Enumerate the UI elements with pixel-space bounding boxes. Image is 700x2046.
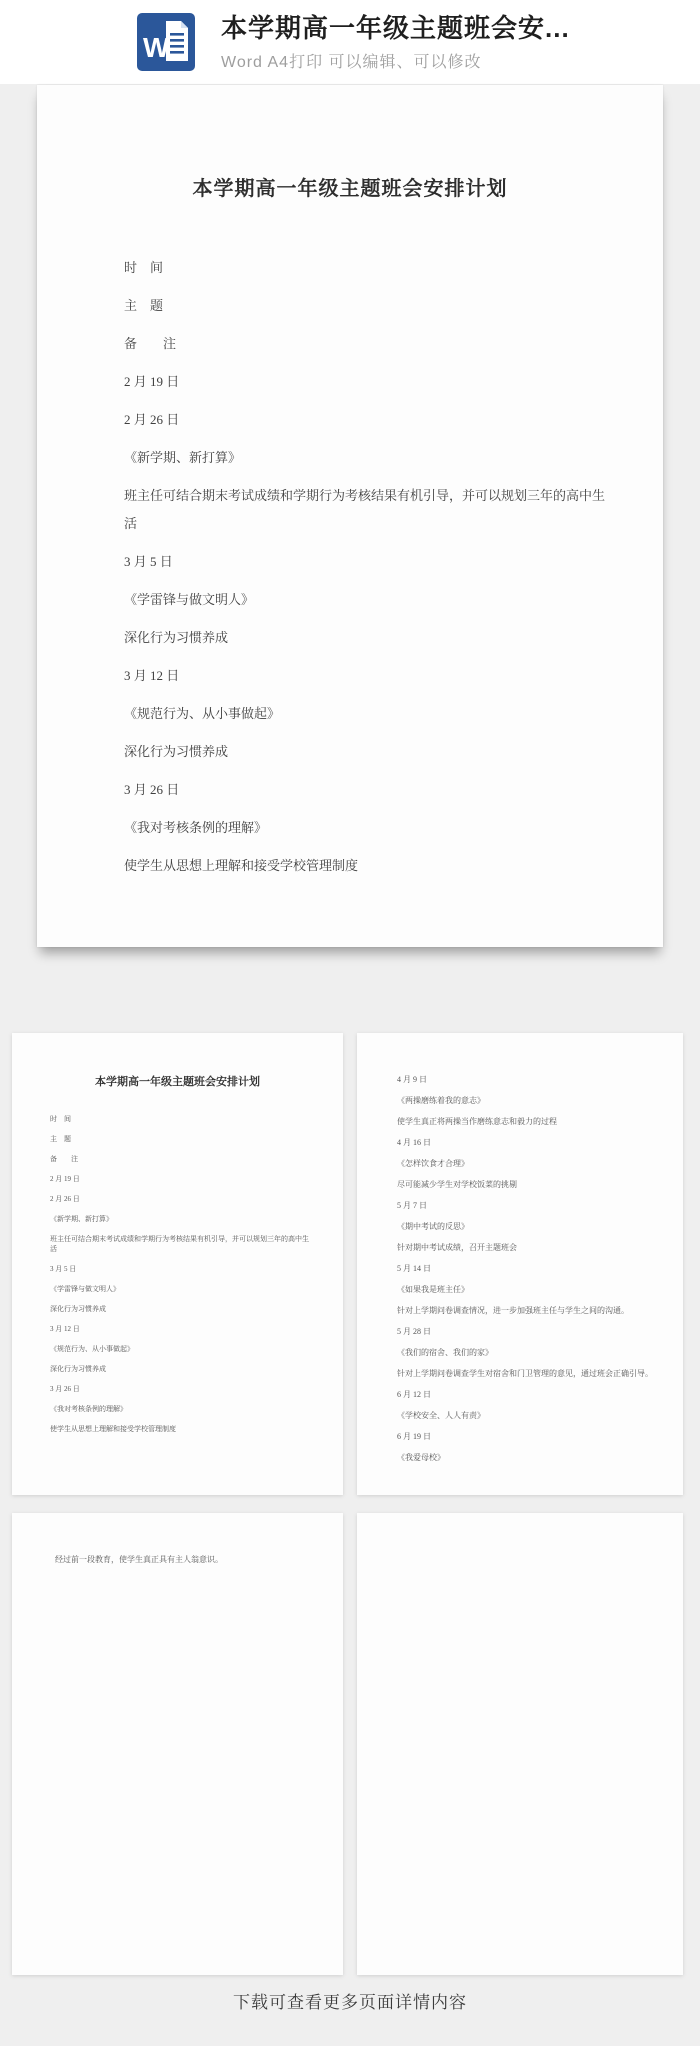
doc-line: 《如果我是班主任》: [397, 1285, 469, 1294]
file-title: 本学期高一年级主题班会安...: [221, 12, 570, 43]
doc-line: 2 月 19 日: [50, 1175, 80, 1183]
doc-line: 针对上学期问卷调查学生对宿舍和门卫管理的意见，通过班会正确引导。: [397, 1369, 653, 1378]
doc-line: 《新学期、新打算》: [124, 450, 242, 465]
doc-line: 主 题: [50, 1135, 71, 1143]
doc-line: 2 月 26 日: [124, 412, 180, 427]
doc-line: 《新学期、新打算》: [50, 1215, 113, 1223]
page-thumbnail-2[interactable]: [357, 1033, 683, 1495]
doc-line: 深化行为习惯养成: [124, 630, 229, 645]
doc-line: 班主任可结合期末考试成绩和学期行为考核结果有机引导，并可以规划三年的高中生活: [50, 1235, 309, 1253]
doc-line: 5 月 14 日: [397, 1264, 431, 1273]
page-thumbnail-1[interactable]: [12, 1033, 343, 1495]
doc-line: 《怎样饮食才合理》: [397, 1159, 469, 1168]
doc-line: 4 月 16 日: [397, 1138, 431, 1147]
doc-line: 备 注: [124, 336, 177, 351]
doc-line: 《我对考核条例的理解》: [124, 820, 268, 835]
doc-line: 《两操磨练着我的意志》: [397, 1096, 485, 1105]
file-subtitle: Word A4打印 可以编辑、可以修改: [221, 53, 482, 71]
doc-line: 3 月 26 日: [124, 782, 180, 797]
doc-line: 《学校安全、人人有责》: [397, 1411, 485, 1420]
doc-line: 3 月 5 日: [124, 554, 173, 569]
doc-line: 使学生从思想上理解和接受学校管理制度: [50, 1425, 176, 1433]
doc-line: 深化行为习惯养成: [50, 1365, 106, 1373]
doc-line: 6 月 19 日: [397, 1432, 431, 1441]
doc-line: 《学雷锋与做文明人》: [50, 1285, 120, 1293]
doc-line: 《期中考试的反思》: [397, 1222, 469, 1231]
doc-line: 针对期中考试成绩，召开主题班会: [397, 1243, 517, 1252]
page-thumbnail-3[interactable]: [12, 1513, 343, 1975]
doc-line: 深化行为习惯养成: [50, 1305, 106, 1313]
thumb-body-page2: [357, 1033, 683, 1463]
doc-body-page1: [37, 254, 663, 880]
doc-line: 使学生真正将两操当作磨练意志和毅力的过程: [397, 1117, 557, 1126]
doc-line: 3 月 5 日: [50, 1265, 77, 1273]
doc-line: 《我爱母校》: [397, 1453, 445, 1462]
doc-line: 3 月 12 日: [50, 1325, 80, 1333]
thumb-doc-title: 本学期高一年级主题班会安排计划: [95, 1076, 260, 1088]
doc-line: 深化行为习惯养成: [124, 744, 229, 759]
doc-line: 《我们的宿舍、我们的家》: [397, 1348, 493, 1357]
doc-line: 尽可能减少学生对学校饭菜的挑剔: [397, 1180, 517, 1189]
doc-line: 3 月 12 日: [124, 668, 180, 683]
doc-line: 经过前一段教育，使学生真正具有主人翁意识。: [55, 1555, 223, 1564]
doc-line: 《规范行为、从小事做起》: [124, 706, 281, 721]
page-thumbnail-4[interactable]: [357, 1513, 683, 1975]
thumb-body-page1: [12, 1114, 343, 1434]
doc-line: 6 月 12 日: [397, 1390, 431, 1399]
svg-text:W: W: [143, 32, 170, 63]
page-preview-large[interactable]: [37, 85, 663, 947]
doc-line: 使学生从思想上理解和接受学校管理制度: [124, 858, 359, 873]
doc-line: 2 月 26 日: [50, 1195, 80, 1203]
doc-line: 时 间: [50, 1115, 71, 1123]
doc-line: 时 间: [124, 260, 164, 275]
footer-caption: 下载可查看更多页面详情内容: [233, 1993, 467, 2012]
doc-line: 4 月 9 日: [397, 1075, 427, 1084]
doc-line: 5 月 28 日: [397, 1327, 431, 1336]
thumb-body-page3: [12, 1513, 343, 1565]
doc-line: 2 月 19 日: [124, 374, 180, 389]
doc-line: 《规范行为、从小事做起》: [50, 1345, 134, 1353]
doc-line: 针对上学期问卷调查情况，进一步加强班主任与学生之间的沟通。: [397, 1306, 629, 1315]
doc-line: 《学雷锋与做文明人》: [124, 592, 255, 607]
doc-line: 5 月 7 日: [397, 1201, 427, 1210]
doc-line: 《我对考核条例的理解》: [50, 1405, 127, 1413]
doc-line: 3 月 26 日: [50, 1385, 80, 1393]
doc-line: 备 注: [50, 1155, 78, 1163]
word-file-icon: [137, 13, 195, 71]
doc-title: 本学期高一年级主题班会安排计划: [192, 178, 508, 200]
doc-line: 班主任可结合期末考试成绩和学期行为考核结果有机引导，并可以规划三年的高中生活: [124, 488, 606, 531]
doc-line: 主 题: [124, 298, 164, 313]
file-header: [0, 0, 700, 84]
